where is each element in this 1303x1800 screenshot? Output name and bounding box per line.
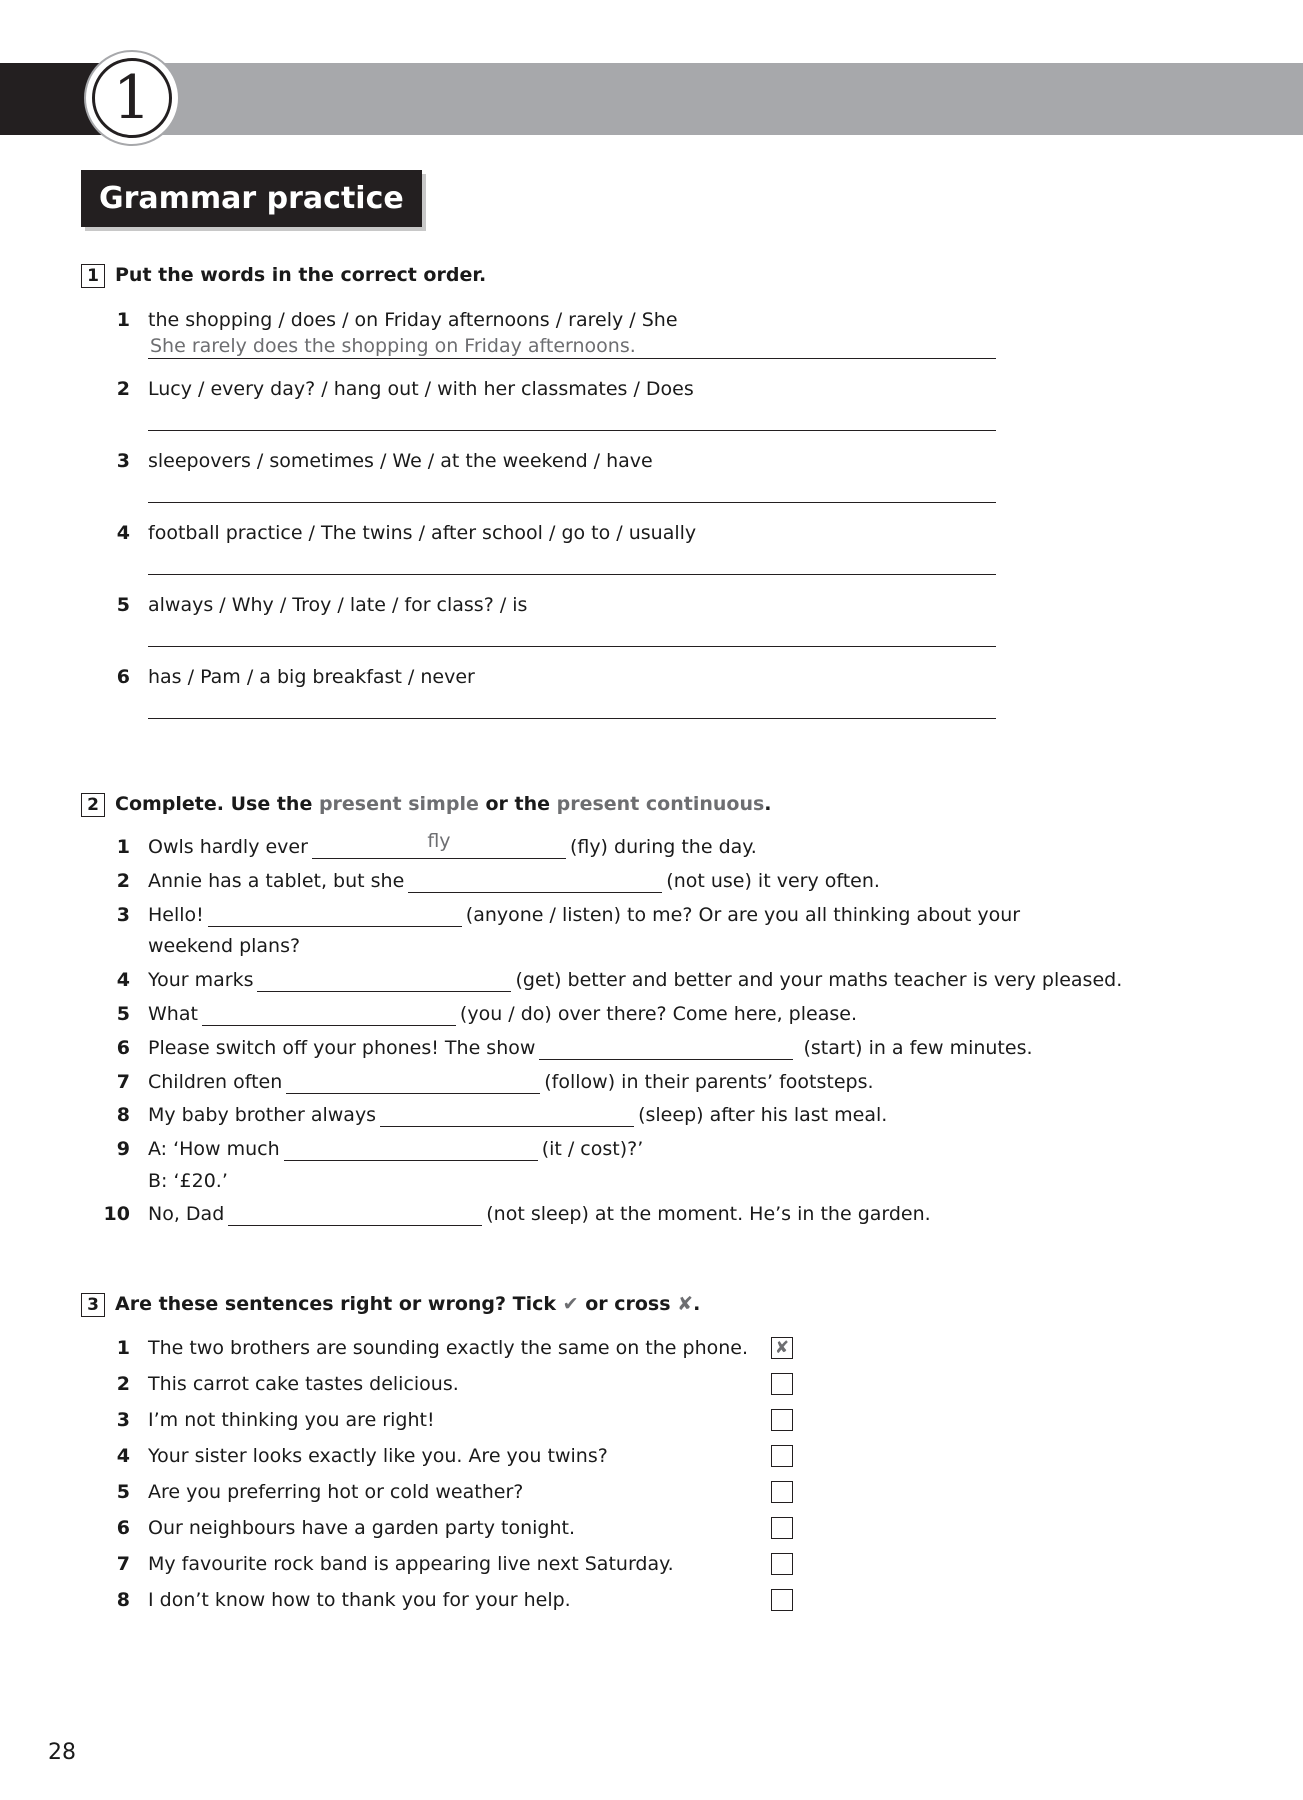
item-number: 4 — [116, 522, 130, 544]
item-number: 3 — [116, 450, 130, 472]
gap-fill-item — [148, 869, 880, 893]
exercise-number: 3 — [81, 1293, 105, 1317]
answer-blank[interactable] — [257, 968, 511, 992]
item-prompt: the shopping / does / on Friday afternoons / rarely / She — [148, 309, 678, 331]
item-number: 6 — [116, 1037, 130, 1059]
item-number: 8 — [116, 1589, 130, 1611]
item-text: Annie has a tablet, but she — [148, 870, 405, 892]
answer-checkbox[interactable] — [771, 1373, 793, 1395]
item-text: (fly) during the day. — [569, 836, 757, 858]
exercise-number: 1 — [81, 264, 105, 288]
item-number: 5 — [116, 1481, 130, 1503]
gap-fill-item — [148, 1002, 857, 1026]
gap-fill-item — [148, 968, 1122, 992]
answer-blank[interactable] — [539, 1036, 793, 1060]
item-number: 7 — [116, 1071, 130, 1093]
answer-checkbox[interactable] — [771, 1481, 793, 1503]
item-text: Please switch off your phones! The show — [148, 1037, 536, 1059]
answer-checkbox[interactable] — [771, 1517, 793, 1539]
item-number: 5 — [116, 594, 130, 616]
gap-fill-item — [148, 1103, 887, 1127]
item-text: Children often — [148, 1071, 283, 1093]
answer-line[interactable] — [148, 718, 996, 719]
item-number: 3 — [116, 904, 130, 926]
item-number: 5 — [116, 1003, 130, 1025]
item-text: (get) better and better and your maths teacher is very pleased. — [515, 969, 1123, 991]
item-number: 3 — [116, 1409, 130, 1431]
item-number: 1 — [116, 309, 130, 331]
gap-fill-item — [148, 830, 757, 859]
item-text: My baby brother always — [148, 1104, 377, 1126]
item-text: Hello! — [148, 904, 204, 926]
answer-blank[interactable] — [380, 1103, 634, 1127]
sentence-text: I don’t know how to thank you for your help. — [148, 1589, 571, 1611]
sentence-text: The two brothers are sounding exactly the same on the phone. — [148, 1337, 749, 1359]
answer-blank[interactable] — [312, 830, 566, 859]
item-text: A: ‘How much — [148, 1138, 280, 1160]
exercise-1-heading — [81, 263, 486, 287]
instruction-keyword: present continuous — [556, 793, 765, 815]
gap-fill-item — [148, 903, 1020, 927]
item-number: 6 — [116, 1517, 130, 1539]
sentence-text: I’m not thinking you are right! — [148, 1409, 435, 1431]
item-text: (start) in a few minutes. — [797, 1037, 1033, 1059]
header-band-grey — [150, 63, 1303, 135]
item-text-continued: B: ‘£20.’ — [148, 1170, 228, 1192]
item-number: 10 — [103, 1203, 130, 1225]
item-text: (not sleep) at the moment. He’s in the garden. — [486, 1203, 931, 1225]
item-text: (sleep) after his last meal. — [638, 1104, 888, 1126]
item-prompt: always / Why / Troy / late / for class? / is — [148, 594, 528, 616]
exercise-3-heading — [81, 1292, 700, 1316]
exercise-instruction: Put the words in the correct order. — [115, 264, 487, 286]
item-number: 2 — [116, 870, 130, 892]
item-text: No, Dad — [148, 1203, 225, 1225]
section-title: Grammar practice — [81, 170, 422, 227]
answer-blank[interactable] — [286, 1070, 540, 1094]
page-number: 28 — [48, 1740, 76, 1765]
item-prompt: has / Pam / a big breakfast / never — [148, 666, 475, 688]
item-number: 2 — [116, 378, 130, 400]
gap-fill-item — [148, 1036, 1033, 1060]
item-text: What — [148, 1003, 198, 1025]
sentence-text: My favourite rock band is appearing live next Saturday. — [148, 1553, 674, 1575]
item-text: Owls hardly ever — [148, 836, 308, 858]
answer-blank[interactable] — [284, 1137, 538, 1161]
instruction-part: or the — [478, 793, 557, 815]
gap-fill-item — [148, 1137, 643, 1161]
sentence-text: Are you preferring hot or cold weather? — [148, 1481, 524, 1503]
sentence-text: This carrot cake tastes delicious. — [148, 1373, 459, 1395]
answer-line[interactable] — [148, 358, 996, 359]
instruction-part: . — [693, 1293, 701, 1315]
answer-blank[interactable] — [408, 869, 662, 893]
tick-icon: ✔ — [562, 1293, 579, 1315]
answer-checkbox[interactable]: ✘ — [771, 1337, 793, 1359]
instruction-part: . — [764, 793, 772, 815]
instruction-part: Are these sentences right or wrong? Tick — [115, 1293, 563, 1315]
answer-blank[interactable] — [228, 1202, 482, 1226]
answer-checkbox[interactable] — [771, 1589, 793, 1611]
answer-line[interactable] — [148, 430, 996, 431]
answer-text: She rarely does the shopping on Friday afternoons. — [150, 335, 636, 357]
gap-fill-item — [148, 1070, 874, 1094]
item-number: 1 — [116, 1337, 130, 1359]
item-number: 7 — [116, 1553, 130, 1575]
sentence-text: Our neighbours have a garden party tonight. — [148, 1517, 576, 1539]
instruction-keyword: present simple — [318, 793, 479, 815]
answer-checkbox[interactable] — [771, 1445, 793, 1467]
item-prompt: Lucy / every day? / hang out / with her classmates / Does — [148, 378, 694, 400]
item-text-continued: weekend plans? — [148, 935, 301, 957]
item-number: 4 — [116, 1445, 130, 1467]
exercise-number: 2 — [81, 793, 105, 817]
unit-number: 1 — [112, 63, 152, 133]
answer-blank[interactable] — [202, 1002, 456, 1026]
answer-line[interactable] — [148, 502, 996, 503]
answer-line[interactable] — [148, 574, 996, 575]
cross-icon: ✘ — [677, 1293, 694, 1315]
answer-blank[interactable] — [208, 903, 462, 927]
item-number: 6 — [116, 666, 130, 688]
item-number: 1 — [116, 836, 130, 858]
item-number: 2 — [116, 1373, 130, 1395]
item-number: 8 — [116, 1104, 130, 1126]
item-text: (not use) it very often. — [666, 870, 880, 892]
item-text: (it / cost)?’ — [541, 1138, 644, 1160]
item-text: Your marks — [148, 969, 254, 991]
item-text: (you / do) over there? Come here, please. — [459, 1003, 857, 1025]
answer-checkbox[interactable] — [771, 1553, 793, 1575]
answer-line[interactable] — [148, 646, 996, 647]
item-number: 9 — [116, 1138, 130, 1160]
item-prompt: sleepovers / sometimes / We / at the weekend / have — [148, 450, 653, 472]
exercise-2-heading — [81, 792, 772, 816]
sentence-text: Your sister looks exactly like you. Are you twins? — [148, 1445, 608, 1467]
item-text: (anyone / listen) to me? Or are you all thinking about your — [465, 904, 1021, 926]
item-number: 4 — [116, 969, 130, 991]
instruction-part: or cross — [578, 1293, 678, 1315]
answer-text: fly — [427, 830, 451, 852]
gap-fill-item — [148, 1202, 931, 1226]
answer-checkbox[interactable] — [771, 1409, 793, 1431]
item-text: (follow) in their parents’ footsteps. — [544, 1071, 874, 1093]
instruction-part: Complete. Use the — [115, 793, 319, 815]
item-prompt: football practice / The twins / after school / go to / usually — [148, 522, 697, 544]
